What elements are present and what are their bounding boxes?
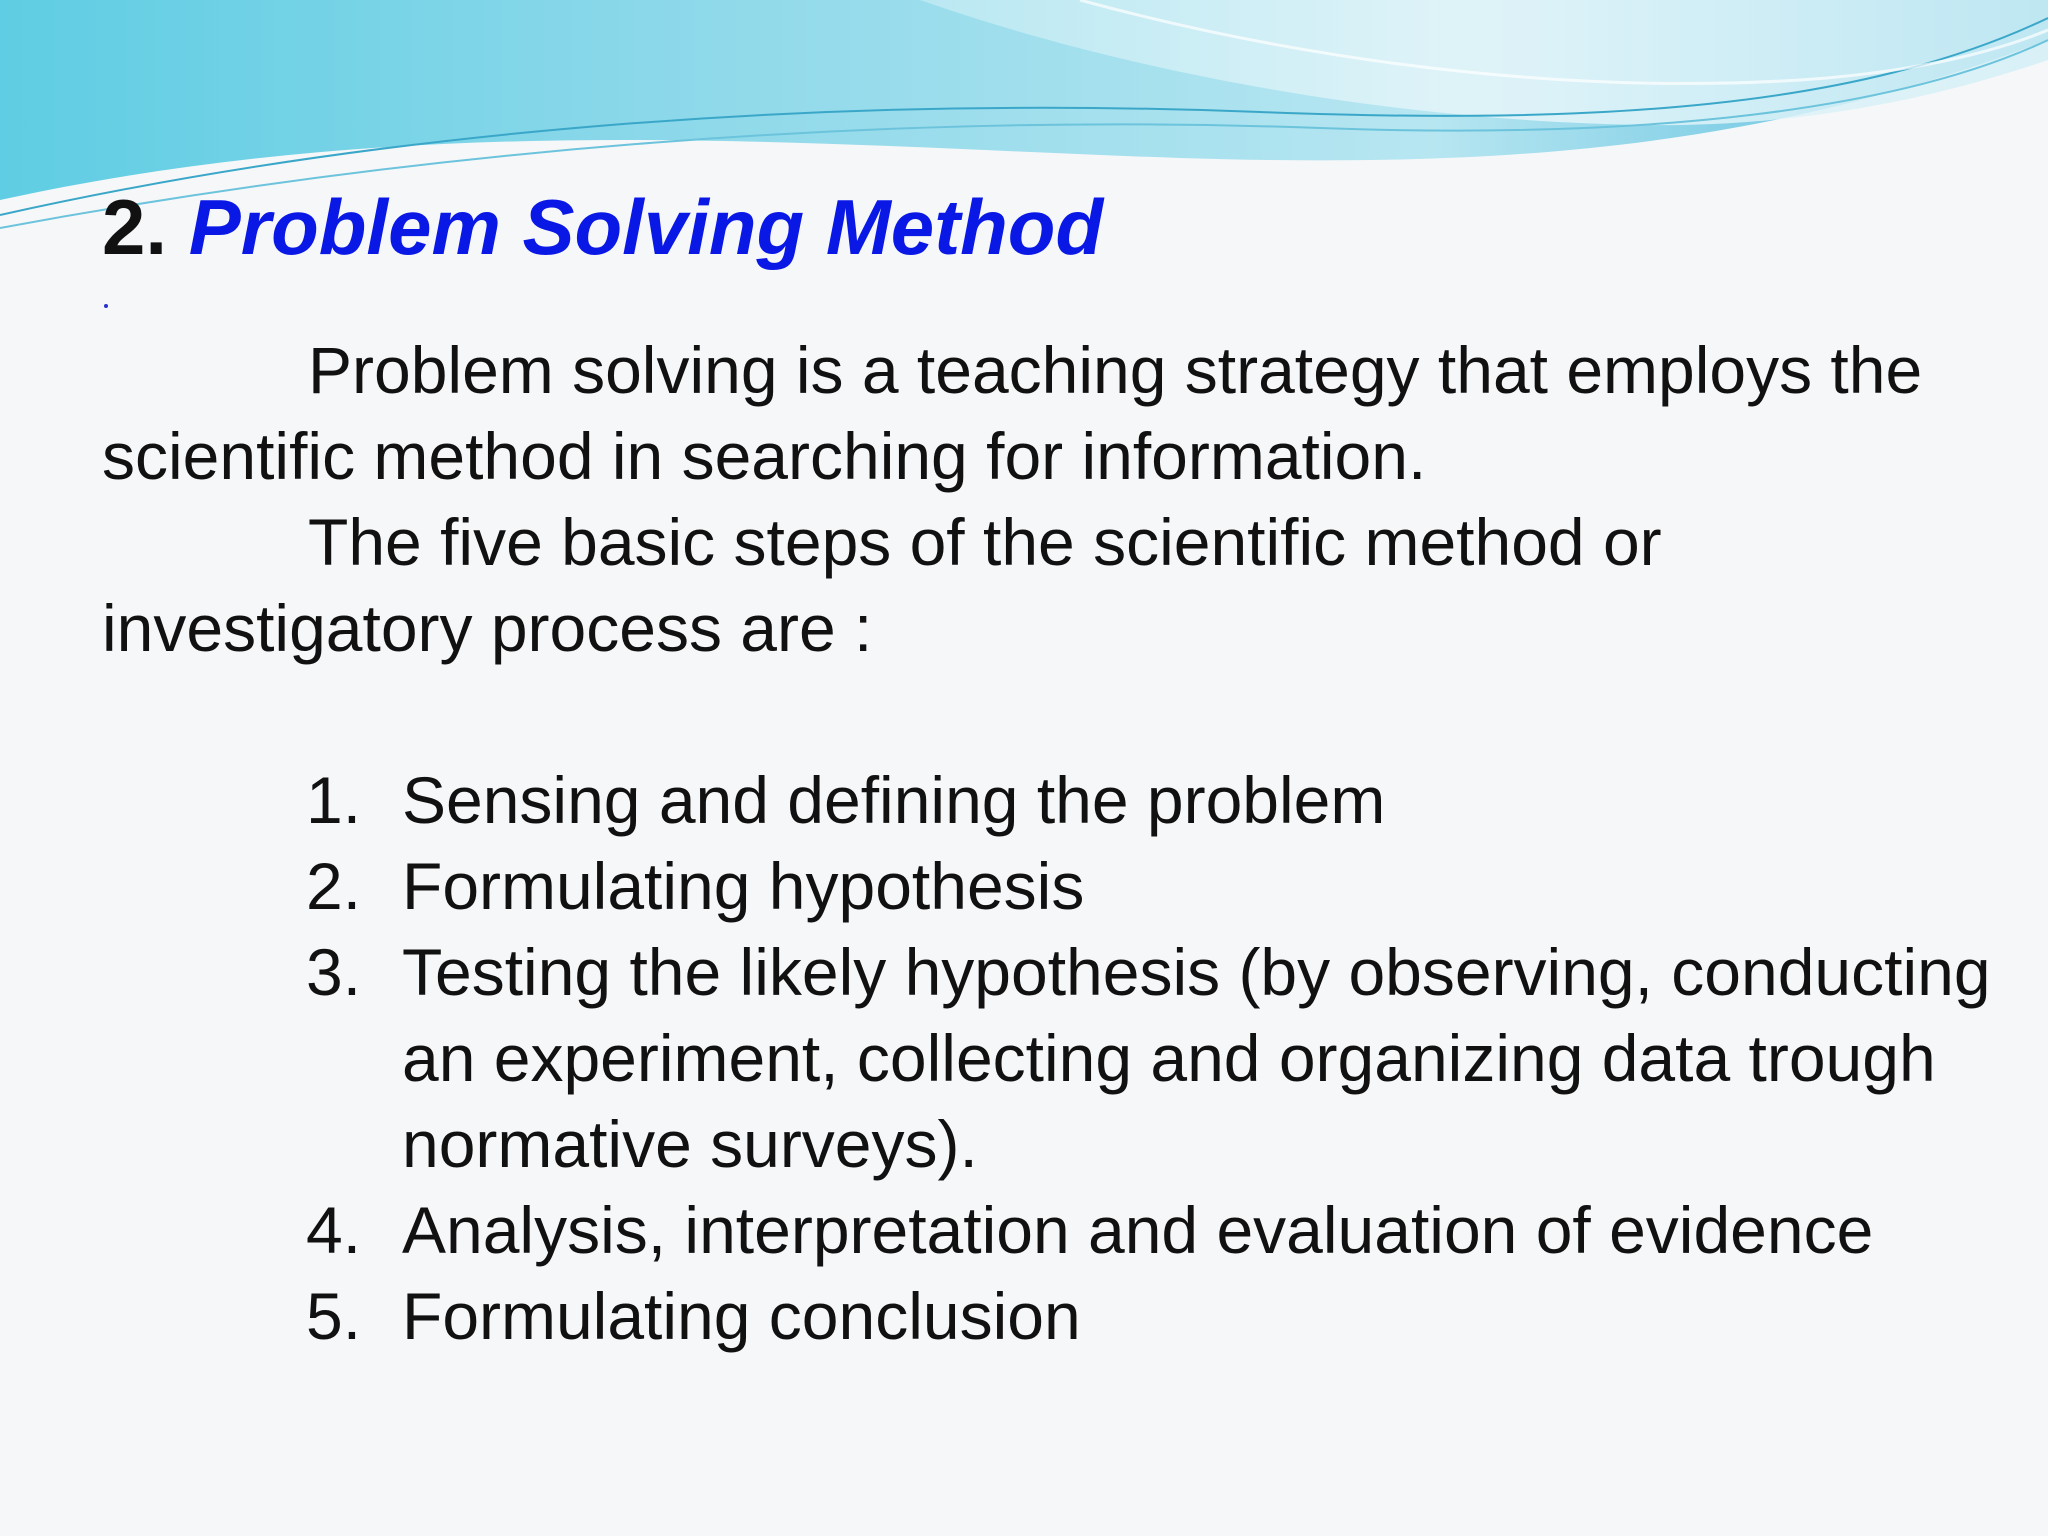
title-text: Problem Solving Method	[188, 183, 1104, 271]
title-number: 2.	[102, 183, 168, 271]
step-number: 2.	[306, 849, 362, 923]
small-dot-mark	[104, 304, 108, 308]
step-text: Formulating conclusion	[402, 1279, 1081, 1353]
intro-paragraph-text: Problem solving is a teaching strategy that employs the scientific method in searching for information.	[102, 333, 1923, 493]
step-text: Testing the likely hypothesis (by observing, conducting an experiment, collecting and organizing data trough normative surveys).	[402, 935, 1991, 1181]
intro-paragraph	[102, 327, 1982, 499]
step-number: 1.	[306, 763, 362, 837]
step-text: Sensing and defining the problem	[402, 763, 1386, 837]
slide-title	[102, 183, 1104, 271]
list-item	[306, 843, 2006, 929]
steps-intro-paragraph	[102, 499, 1982, 671]
steps-intro-paragraph-text: The five basic steps of the scientific method or investigatory process are :	[102, 505, 1662, 665]
list-item	[306, 757, 2006, 843]
step-number: 3.	[306, 935, 362, 1009]
list-item	[306, 1273, 2006, 1359]
step-text: Formulating hypothesis	[402, 849, 1085, 923]
list-item	[306, 1187, 2006, 1273]
step-text: Analysis, interpretation and evaluation of evidence	[402, 1193, 1874, 1267]
steps-list	[306, 757, 2006, 1359]
step-number: 5.	[306, 1279, 362, 1353]
step-number: 4.	[306, 1193, 362, 1267]
list-item	[306, 929, 2006, 1187]
